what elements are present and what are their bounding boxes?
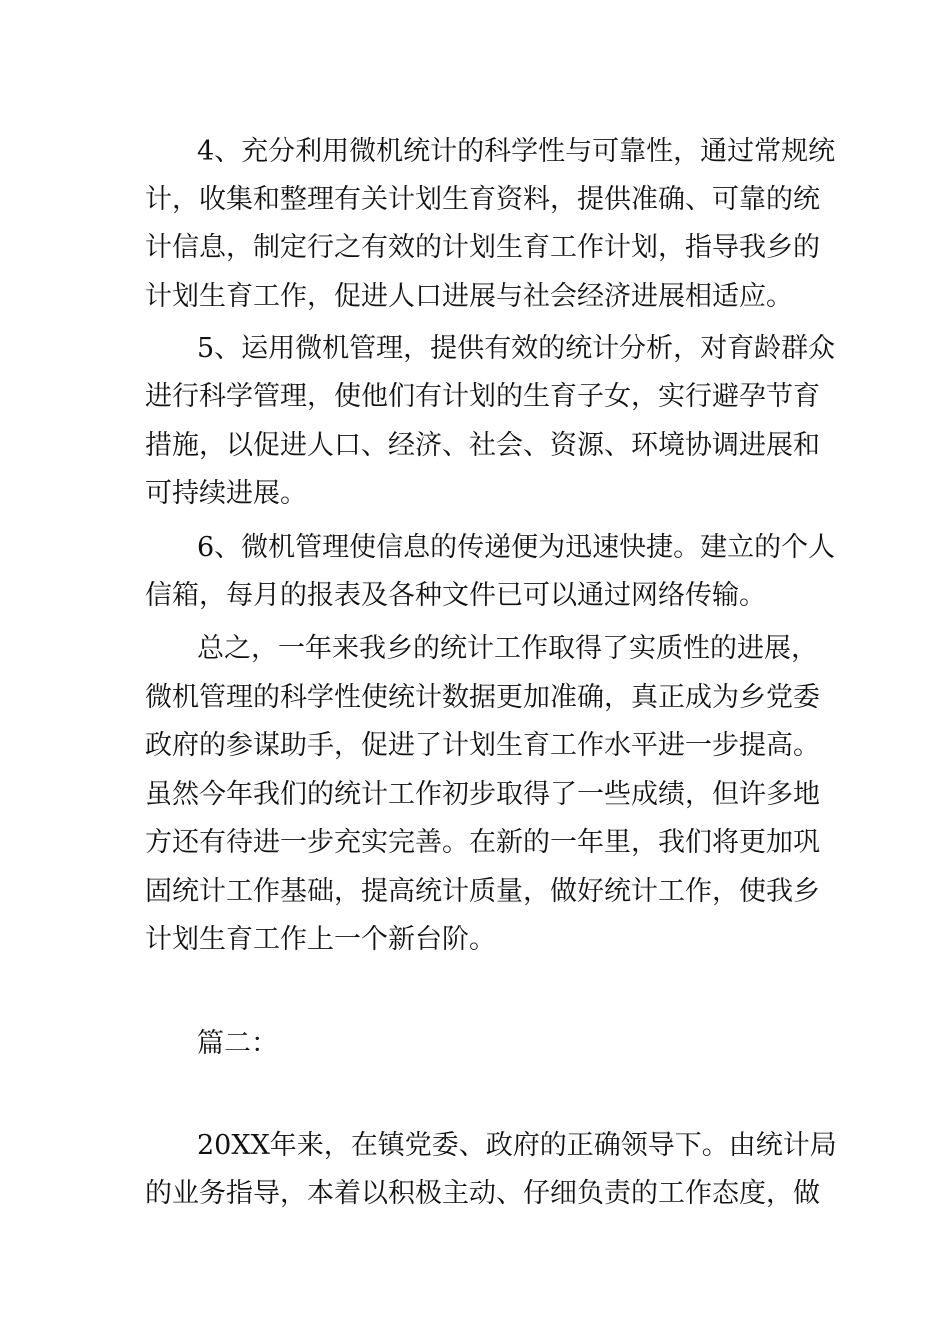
text-line: 计信息，制定行之有效的计划生育工作计划，指导我乡的 (145, 232, 820, 263)
text-line: 方还有待进一步充实完善。在新的一年里，我们将更加巩 (145, 827, 820, 858)
text-line: 5、运用微机管理，提供有效的统计分析，对育龄群众 (197, 333, 836, 364)
text-line: 总之，一年来我乡的统计工作取得了实质性的进展， (197, 633, 818, 664)
text-line: 计划生育工作上一个新台阶。 (145, 924, 496, 955)
text-line: 措施，以促进人口、经济、社会、资源、环境协调进展和 (145, 430, 820, 461)
text-line: 虽然今年我们的统计工作初步取得了一些成绩，但许多地 (145, 779, 820, 810)
text-line: 进行科学管理，使他们有计划的生育子女，实行避孕节育 (145, 381, 820, 412)
text-line: 信箱，每月的报表及各种文件已可以通过网络传输。 (145, 580, 766, 611)
text-line: 计，收集和整理有关计划生育资料，提供准确、可靠的统 (145, 184, 820, 215)
text-line: 计划生育工作，促进人口进展与社会经济进展相适应。 (145, 281, 793, 312)
text-line: 可持续进展。 (145, 478, 307, 509)
text-line: 20XX年来，在镇党委、政府的正确领导下。由统计局 (197, 1130, 837, 1161)
text-line: 6、微机管理使信息的传递便为迅速快捷。建立的个人 (197, 532, 836, 563)
section-heading: 篇二： (197, 1028, 278, 1059)
text-line: 固统计工作基础，提高统计质量，做好统计工作，使我乡 (145, 876, 820, 907)
text-line: 4、充分利用微机统计的科学性与可靠性，通过常规统 (197, 136, 836, 167)
text-line: 微机管理的科学性使统计数据更加准确，真正成为乡党委 (145, 682, 820, 713)
text-line: 的业务指导，本着以积极主动、仔细负责的工作态度，做 (145, 1178, 820, 1209)
text-line: 政府的参谋助手，促进了计划生育工作水平进一步提高。 (145, 730, 820, 761)
